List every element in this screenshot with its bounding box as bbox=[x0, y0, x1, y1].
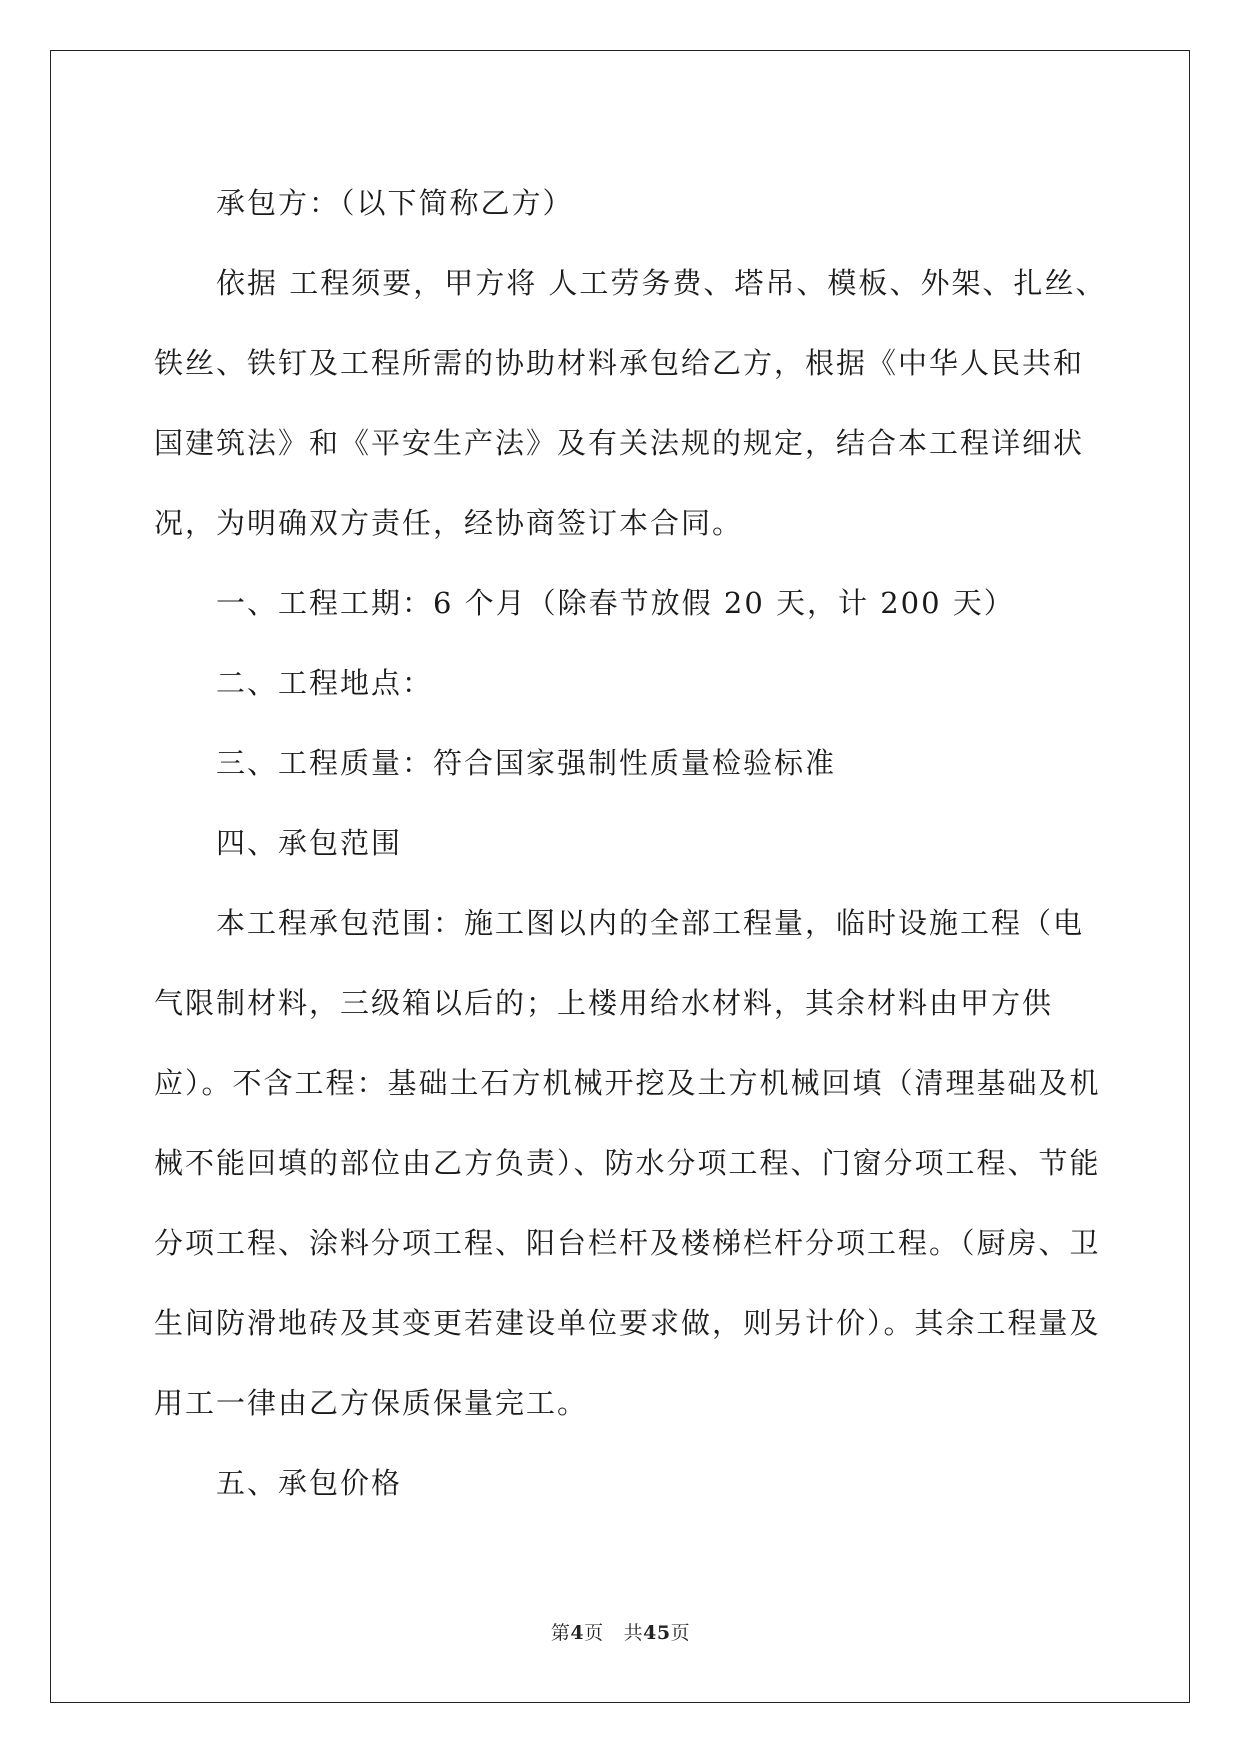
total-prefix: 共 bbox=[623, 1622, 644, 1644]
document-body bbox=[154, 163, 1107, 1523]
page-suffix: 页 bbox=[584, 1622, 604, 1644]
page-number: 4 bbox=[570, 1622, 585, 1644]
text-line-scope-6: 生间防滑地砖及其变更若建设单位要求做，则另计价）。其余工程量及 bbox=[154, 1306, 1101, 1340]
section-4-scope-heading: 四、承包范围 bbox=[216, 826, 403, 860]
text-line-scope-1: 本工程承包范围：施工图以内的全部工程量，临时设施工程（电 bbox=[216, 906, 1085, 940]
total-suffix: 页 bbox=[670, 1622, 691, 1644]
page-prefix: 第 bbox=[550, 1622, 571, 1644]
section-3-quality: 三、工程质量：符合国家强制性质量检验标准 bbox=[216, 746, 837, 780]
text-line-scope-5: 分项工程、涂料分项工程、阳台栏杆及楼梯栏杆分项工程。（厨房、卫 bbox=[154, 1226, 1101, 1260]
text-line-basis-2: 铁丝、铁钉及工程所需的协助材料承包给乙方，根据《中华人民共和 bbox=[154, 346, 1085, 380]
section-5-price-heading: 五、承包价格 bbox=[216, 1466, 403, 1500]
text-line-basis: 依据 工程须要，甲方将 人工劳务费、塔吊、模板、外架、扎丝、 bbox=[216, 266, 1107, 300]
text-line-basis-3: 国建筑法》和《平安生产法》及有关法规的规定，结合本工程详细状 bbox=[154, 426, 1085, 460]
text-line-scope-2: 气限制材料，三级箱以后的；上楼用给水材料，其余材料由甲方供 bbox=[154, 986, 1054, 1020]
text-line-contractor: 承包方：（以下简称乙方） bbox=[216, 186, 574, 220]
total-pages: 45 bbox=[643, 1622, 671, 1644]
page-footer bbox=[0, 1618, 1241, 1645]
section-2-location: 二、工程地点： bbox=[216, 666, 434, 700]
text-line-scope-4: 械不能回填的部位由乙方负责）、防水分项工程、门窗分项工程、节能 bbox=[154, 1146, 1101, 1180]
text-line-basis-4: 况，为明确双方责任，经协商签订本合同。 bbox=[154, 506, 744, 540]
section-1-duration: 一、工程工期：6 个月（除春节放假 20 天，计 200 天） bbox=[216, 586, 1015, 620]
text-line-scope-7: 用工一律由乙方保质保量完工。 bbox=[154, 1386, 589, 1420]
text-line-scope-3: 应）。不含工程：基础土石方机械开挖及土方机械回填（清理基础及机 bbox=[154, 1066, 1101, 1100]
